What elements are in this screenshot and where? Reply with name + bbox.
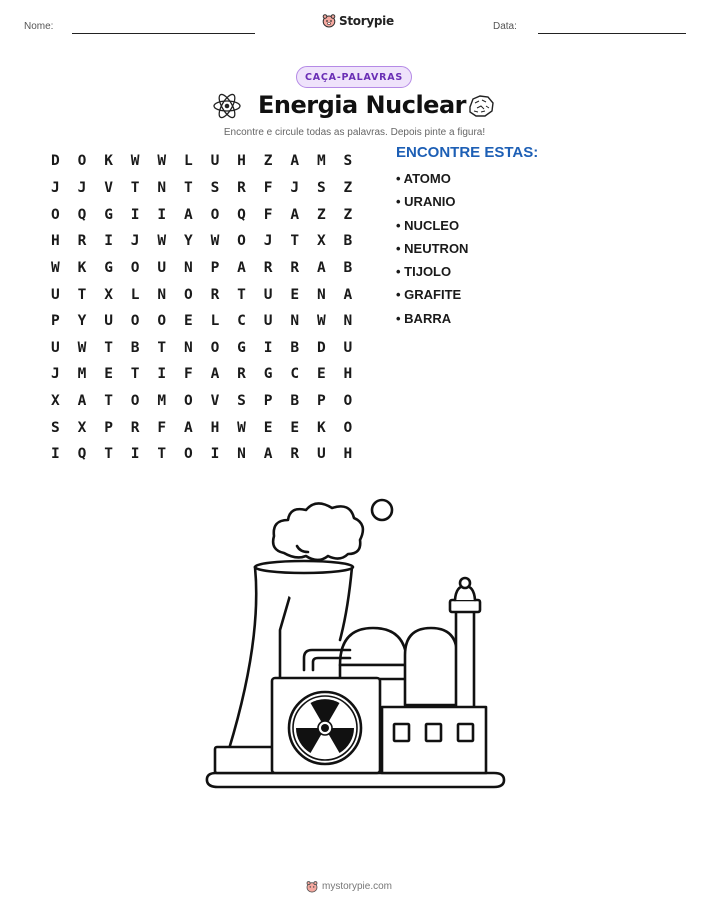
category-badge: CAÇA-PALAVRAS — [296, 66, 412, 88]
grid-letter[interactable]: S — [51, 419, 60, 436]
grid-letter[interactable]: R — [77, 233, 87, 250]
grid-letter[interactable]: U — [157, 259, 167, 276]
grid-letter[interactable]: H — [51, 233, 60, 250]
grid-letter[interactable]: O — [210, 339, 220, 356]
word-item: • ATOMO — [396, 171, 451, 186]
grid-letter[interactable]: T — [183, 179, 193, 196]
grid-letter[interactable]: G — [104, 259, 113, 276]
grid-letter[interactable]: M — [157, 393, 167, 410]
grid-letter[interactable]: E — [183, 313, 193, 330]
grid-letter[interactable]: F — [263, 206, 273, 223]
grid-letter[interactable]: N — [183, 259, 193, 276]
grid-letter[interactable]: A — [343, 286, 353, 303]
footer-url: mystorypie.com — [322, 881, 393, 892]
grid-letter[interactable]: R — [263, 259, 273, 276]
grid-letter[interactable]: T — [157, 446, 167, 463]
grid-letter[interactable]: U — [210, 153, 220, 170]
grid-letter[interactable]: O — [237, 233, 246, 250]
grid-letter[interactable]: I — [263, 339, 273, 356]
grid-letter[interactable]: E — [290, 419, 300, 436]
grid-letter[interactable]: B — [343, 259, 353, 276]
grid-letter[interactable]: T — [104, 339, 113, 356]
grid-letter[interactable]: O — [157, 313, 167, 330]
grid-letter[interactable]: A — [290, 206, 300, 223]
page-title: Energia Nuclear — [258, 91, 466, 119]
grid-letter[interactable]: N — [290, 313, 300, 330]
grid-letter[interactable]: K — [316, 419, 326, 436]
grid-letter[interactable]: A — [77, 393, 87, 410]
grid-letter[interactable]: T — [290, 233, 300, 250]
grid-letter[interactable]: J — [290, 179, 300, 196]
grid-letter[interactable]: H — [237, 153, 246, 170]
grid-letter[interactable]: U — [263, 286, 273, 303]
grid-letter[interactable]: W — [237, 419, 246, 436]
grid-letter[interactable]: U — [263, 313, 273, 330]
grid-letter[interactable]: I — [157, 206, 167, 223]
grid-letter[interactable]: N — [343, 313, 353, 330]
uranium-rock-icon — [466, 93, 496, 119]
grid-letter[interactable]: S — [316, 179, 326, 196]
grid-letter[interactable]: H — [210, 419, 220, 436]
grid-letter[interactable]: N — [316, 286, 326, 303]
grid-letter[interactable]: W — [157, 153, 167, 170]
grid-letter[interactable]: Z — [316, 206, 326, 223]
grid-letter[interactable]: N — [157, 286, 167, 303]
storypie-mascot-icon — [322, 13, 336, 28]
atom-icon — [212, 91, 242, 121]
grid-letter[interactable]: W — [130, 153, 140, 170]
name-line — [72, 33, 255, 34]
grid-letter[interactable]: U — [51, 286, 60, 303]
grid-letter[interactable]: A — [210, 366, 220, 383]
grid-letter[interactable]: K — [77, 259, 87, 276]
grid-letter[interactable]: A — [263, 446, 273, 463]
grid-letter[interactable]: W — [210, 233, 220, 250]
grid-letter[interactable]: G — [104, 206, 113, 223]
letter-grid — [48, 148, 367, 468]
grid-letter[interactable]: B — [290, 393, 300, 410]
grid-letter[interactable]: Z — [263, 153, 273, 170]
grid-letter[interactable]: J — [263, 233, 273, 250]
grid-letter[interactable]: X — [316, 233, 326, 250]
grid-letter[interactable]: A — [290, 153, 300, 170]
grid-letter[interactable]: U — [343, 339, 353, 356]
grid-letter[interactable]: N — [183, 339, 193, 356]
grid-letter[interactable]: L — [183, 153, 193, 170]
grid-letter[interactable]: O — [183, 393, 193, 410]
grid-letter[interactable]: W — [157, 233, 167, 250]
storypie-mascot-icon — [306, 880, 318, 893]
grid-letter[interactable]: G — [237, 339, 246, 356]
word-item: • BARRA — [396, 310, 452, 326]
grid-letter[interactable]: I — [210, 446, 220, 463]
grid-letter[interactable]: B — [290, 339, 300, 356]
grid-letter[interactable]: H — [343, 446, 353, 463]
grid-letter[interactable]: T — [157, 339, 167, 356]
grid-letter[interactable]: V — [210, 393, 220, 410]
grid-letter[interactable]: R — [237, 179, 246, 196]
grid-letter[interactable]: M — [316, 153, 326, 170]
grid-letter[interactable]: T — [130, 179, 140, 196]
grid-letter[interactable]: O — [77, 153, 87, 170]
grid-letter[interactable]: A — [183, 206, 193, 223]
grid-letter[interactable]: T — [237, 286, 246, 303]
grid-letter[interactable]: R — [237, 366, 246, 383]
word-item: • TIJOLO — [396, 264, 452, 280]
grid-letter[interactable]: E — [316, 366, 326, 383]
grid-letter[interactable]: A — [316, 259, 326, 276]
date-line — [538, 33, 686, 34]
grid-letter[interactable]: I — [130, 206, 140, 223]
grid-letter[interactable]: I — [130, 446, 140, 463]
grid-letter[interactable]: X — [51, 393, 60, 410]
grid-letter[interactable]: A — [237, 259, 246, 276]
grid-letter[interactable]: P — [263, 393, 273, 410]
date-label: Data: — [493, 21, 517, 32]
grid-letter[interactable]: T — [104, 446, 113, 463]
brand-name: Storypie — [339, 13, 394, 28]
grid-letter[interactable]: S — [210, 179, 220, 196]
grid-letter[interactable]: O — [183, 286, 193, 303]
grid-letter[interactable]: P — [51, 313, 60, 330]
grid-letter[interactable]: O — [51, 206, 60, 223]
grid-letter[interactable]: Y — [77, 313, 87, 330]
grid-letter[interactable]: D — [51, 153, 60, 170]
grid-letter[interactable]: C — [237, 313, 246, 330]
grid-letter[interactable]: I — [157, 366, 167, 383]
grid-letter[interactable]: V — [104, 179, 113, 196]
grid-letter[interactable]: Y — [183, 233, 193, 250]
grid-letter[interactable]: F — [157, 419, 167, 436]
grid-letter[interactable]: G — [263, 366, 273, 383]
grid-letter[interactable]: T — [104, 393, 113, 410]
grid-letter[interactable]: Z — [343, 179, 353, 196]
grid-letter[interactable]: P — [210, 259, 220, 276]
grid-letter[interactable]: T — [130, 366, 140, 383]
grid-letter[interactable]: H — [343, 366, 353, 383]
grid-letter[interactable]: W — [316, 313, 326, 330]
grid-letter[interactable]: O — [130, 259, 140, 276]
grid-letter[interactable]: L — [130, 286, 140, 303]
grid-letter[interactable]: W — [77, 339, 87, 356]
instructions: Encontre e circule todas as palavras. Depois pinte a figura! — [223, 127, 486, 138]
grid-letter[interactable]: P — [316, 393, 326, 410]
grid-letter[interactable]: N — [237, 446, 246, 463]
grid-letter[interactable]: S — [237, 393, 246, 410]
name-label: Nome: — [24, 21, 54, 32]
grid-letter[interactable]: F — [263, 179, 273, 196]
footer — [306, 880, 392, 893]
grid-letter[interactable]: E — [290, 286, 300, 303]
grid-letter[interactable]: O — [343, 393, 353, 410]
grid-letter[interactable]: O — [130, 393, 140, 410]
brand-logo — [322, 13, 394, 28]
grid-letter[interactable]: O — [183, 446, 193, 463]
grid-letter[interactable]: R — [130, 419, 140, 436]
grid-letter[interactable]: A — [183, 419, 193, 436]
word-list — [396, 171, 468, 334]
grid-letter[interactable]: P — [104, 419, 113, 436]
grid-letter[interactable]: O — [130, 313, 140, 330]
grid-letter[interactable]: Q — [77, 206, 87, 223]
grid-letter[interactable]: T — [77, 286, 87, 303]
grid-letter[interactable]: C — [290, 366, 300, 383]
word-item: • URANIO — [396, 194, 456, 210]
grid-letter[interactable]: R — [290, 446, 300, 463]
grid-letter[interactable]: S — [343, 153, 353, 170]
grid-letter[interactable]: W — [51, 259, 60, 276]
grid-letter[interactable]: E — [104, 366, 113, 383]
grid-letter[interactable]: D — [316, 339, 326, 356]
grid-letter[interactable]: I — [104, 233, 113, 250]
word-item: • NUCLEO — [396, 217, 460, 233]
grid-letter[interactable]: M — [77, 366, 87, 383]
grid-letter[interactable]: B — [343, 233, 353, 250]
grid-letter[interactable]: O — [343, 419, 353, 436]
grid-letter[interactable]: K — [104, 153, 113, 170]
grid-letter[interactable]: Q — [77, 446, 87, 463]
grid-letter[interactable]: U — [316, 446, 326, 463]
grid-letter[interactable]: E — [263, 419, 273, 436]
grid-letter[interactable]: N — [157, 179, 167, 196]
word-item: • NEUTRON — [396, 240, 469, 256]
grid-letter[interactable]: I — [51, 446, 60, 463]
word-item: • GRAFITE — [396, 287, 462, 303]
grid-letter[interactable]: X — [77, 419, 87, 436]
grid-letter[interactable]: J — [51, 179, 60, 196]
grid-letter[interactable]: B — [130, 339, 140, 356]
grid-letter[interactable]: L — [210, 313, 220, 330]
grid-letter[interactable]: Z — [343, 206, 353, 223]
grid-letter[interactable]: Q — [237, 206, 246, 223]
grid-letter[interactable]: J — [77, 179, 87, 196]
grid-letter[interactable]: U — [104, 313, 113, 330]
grid-letter[interactable]: F — [183, 366, 193, 383]
word-list-title: ENCONTRE ESTAS: — [396, 144, 539, 161]
grid-letter[interactable]: O — [210, 206, 220, 223]
grid-letter[interactable]: J — [51, 366, 60, 383]
grid-letter[interactable]: X — [104, 286, 113, 303]
nuclear-plant-illustration — [200, 490, 510, 795]
grid-letter[interactable]: R — [290, 259, 300, 276]
grid-letter[interactable]: J — [130, 233, 140, 250]
grid-letter[interactable]: U — [51, 339, 60, 356]
grid-letter[interactable]: R — [210, 286, 220, 303]
